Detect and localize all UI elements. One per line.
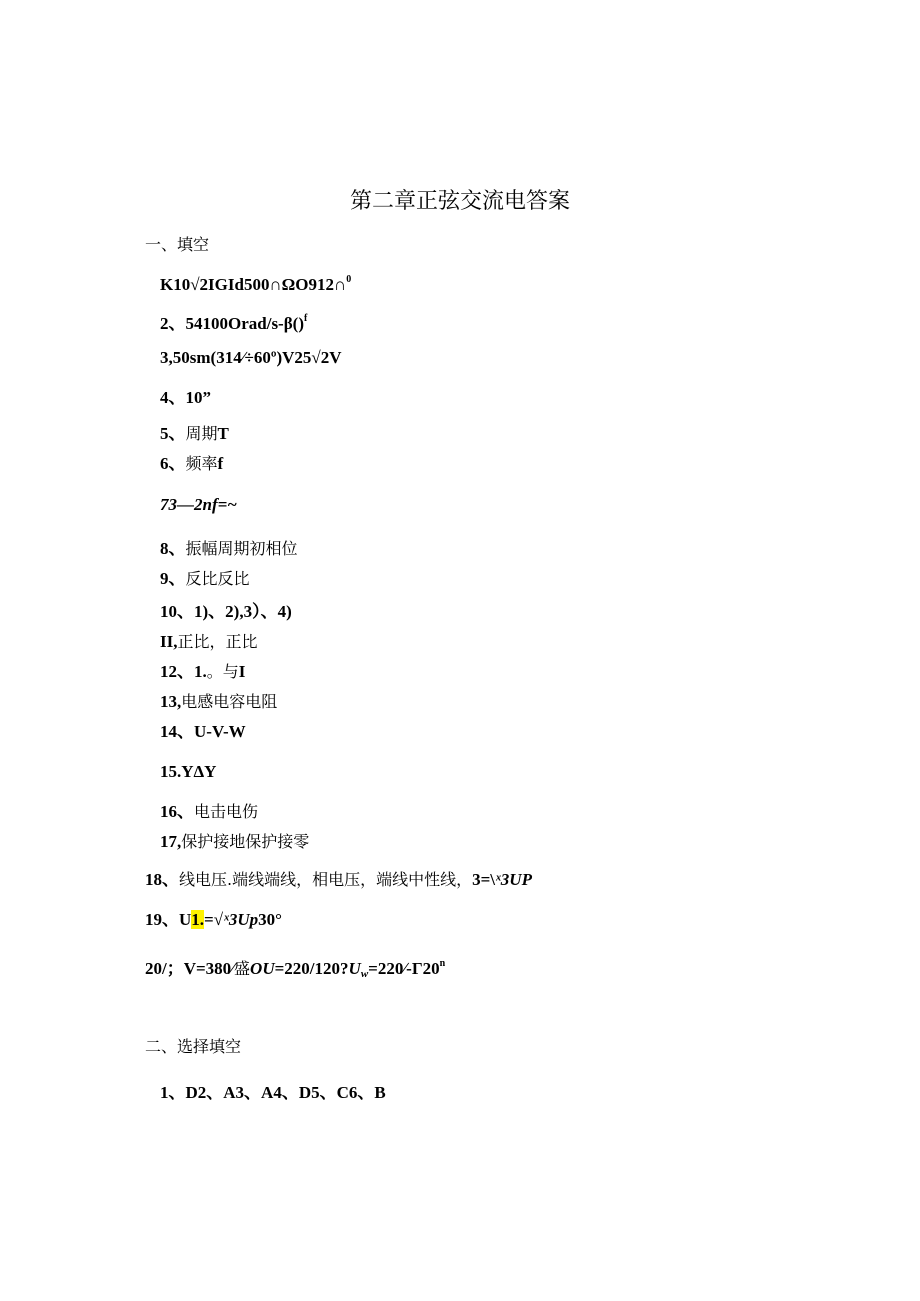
answer-17-number: 17, xyxy=(160,832,182,851)
answer-5-number: 5、 xyxy=(160,424,186,443)
answer-line-19 xyxy=(145,910,282,930)
page-title: 第二章正弦交流电答案 xyxy=(349,189,570,214)
answer-5-text: 周期 xyxy=(185,424,218,443)
answer-13-text: 电感电容电阻 xyxy=(181,692,278,711)
answer-1-superscript: 0 xyxy=(346,274,352,285)
answer-12-text: 。与 xyxy=(206,662,239,681)
answer-16-text: 电击电伤 xyxy=(194,802,259,821)
answer-line-7: 73—2nf=~ xyxy=(160,495,237,514)
answer-11-text: 正比，正比 xyxy=(177,632,258,651)
answer-line-17 xyxy=(160,832,309,852)
answer-20-cjk: 盛 xyxy=(234,959,251,978)
answer-19-prefix: 19、U xyxy=(145,910,192,929)
answer-line-4: 4、10” xyxy=(160,388,211,407)
answer-12-symbol: I xyxy=(238,662,246,681)
answer-2-text: 2、54100Orad/s-β() xyxy=(160,314,305,333)
answer-20-italic-ou: OU xyxy=(250,959,275,978)
answer-5-symbol: T xyxy=(217,424,229,443)
answer-13-number: 13, xyxy=(160,692,182,711)
answer-line-14: 14、U-V-W xyxy=(160,722,246,741)
answer-8-number: 8、 xyxy=(160,539,186,558)
answer-18-formula-italic: ˣ3UP xyxy=(495,870,532,889)
answer-19-highlight: 1. xyxy=(191,910,205,929)
answer-19-formula-italic: ˣ3Up xyxy=(223,910,259,929)
answer-line-12 xyxy=(160,662,245,682)
answer-line-2 xyxy=(160,309,307,334)
answer-line-3: 3,50sm(314∕÷60º)V25√2V xyxy=(160,348,342,367)
answer-20-middle: =220/120? xyxy=(274,959,349,978)
answer-line-8 xyxy=(160,539,298,559)
choice-answers-line: 1、D2、A3、A4、D5、C6、B xyxy=(160,1083,386,1102)
answer-line-18 xyxy=(145,870,532,890)
section-heading-fill-in: 一、填空 xyxy=(145,235,210,254)
answer-19-equals: =√ xyxy=(204,910,224,929)
answer-2-superscript: f xyxy=(304,313,308,324)
answer-19-angle: 30° xyxy=(258,910,282,929)
answer-12-number: 12、1. xyxy=(160,662,207,681)
answer-6-symbol: f xyxy=(217,454,224,473)
answer-line-15: 15.YΔY xyxy=(160,762,217,781)
answer-line-6 xyxy=(160,454,223,474)
answer-line-13 xyxy=(160,692,277,712)
answer-11-number: II, xyxy=(160,632,178,651)
answer-line-16 xyxy=(160,802,258,822)
answer-line-5 xyxy=(160,424,229,444)
answer-20-prefix: 20/；V=380∕ xyxy=(145,959,235,978)
answer-6-text: 频率 xyxy=(185,454,218,473)
section-heading-choice: 二、选择填空 xyxy=(145,1037,242,1056)
answer-9-text: 反比反比 xyxy=(185,569,250,588)
answer-18-text: 线电压.端线端线，相电压，端线中性线， xyxy=(179,870,473,889)
answer-20-tail: =220∕-Γ20 xyxy=(368,959,440,978)
answer-8-text: 振幅周期初相位 xyxy=(185,539,298,558)
answer-1-text: K10√2IGId500∩ΩO912∩ xyxy=(160,275,347,294)
answer-line-9 xyxy=(160,569,250,589)
answer-20-subscript: w xyxy=(360,968,369,980)
answer-18-formula: 3=\ xyxy=(472,870,496,889)
answer-16-number: 16、 xyxy=(160,802,194,821)
answer-line-1 xyxy=(160,270,351,295)
answer-line-11 xyxy=(160,632,258,652)
answer-17-text: 保护接地保护接零 xyxy=(181,832,310,851)
answer-line-10: 10、1)、2),3）、4) xyxy=(160,602,292,621)
answer-20-superscript: n xyxy=(439,958,446,969)
answer-9-number: 9、 xyxy=(160,569,186,588)
answer-line-20 xyxy=(145,954,445,984)
answer-18-number: 18、 xyxy=(145,870,179,889)
answer-6-number: 6、 xyxy=(160,454,186,473)
answer-20-italic-u: U xyxy=(348,959,361,978)
